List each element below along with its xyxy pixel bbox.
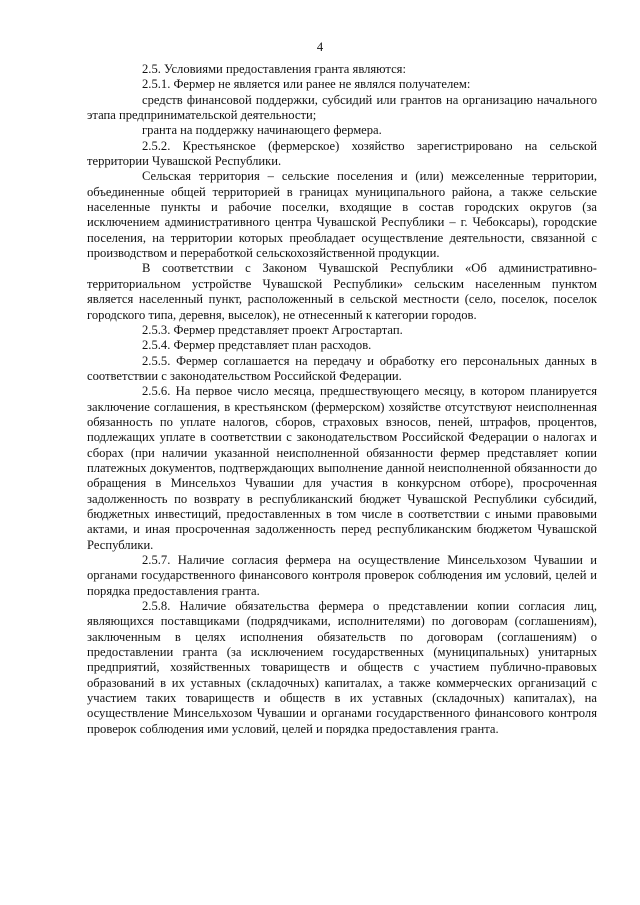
paragraph-2-5: 2.5. Условиями предоставления гранта являются: <box>142 62 406 76</box>
paragraph-rural-settlement-law: В соответствии с Законом Чувашской Республики «Об административно-территориальном устройстве Чувашской Республики» сельским населенным пунктом является населенный пункт, расположенный в сельской местности (село, поселок, поселок городского типа, деревня, выселок), не отнесенный к категории городов. <box>87 261 597 322</box>
document-body <box>87 62 597 737</box>
paragraph-rural-territory-definition: Сельская территория – сельские поселения и (или) межселенные территории, объединенные общей территорией в границах муниципального района, а также сельские населенные пункты и рабочие поселки, входящие в состав городских округов (за исключением административного центра Чувашской Республики – г. Чебоксары), городские поселения, на территории которых преобладает осуществление деятельности, связанной с производством и переработкой сельскохозяйственной продукции. <box>87 169 597 261</box>
paragraph-grant-beginner-farmer: гранта на поддержку начинающего фермера. <box>142 123 382 138</box>
paragraph-2-5-2: 2.5.2. Крестьянское (фермерское) хозяйство зарегистрировано на сельской территории Чувашской Республики. <box>87 138 597 169</box>
paragraph-financial-support: средств финансовой поддержки, субсидий или грантов на организацию начального этапа предпринимательской деятельности; <box>87 92 597 123</box>
paragraph-2-5-8: 2.5.8. Наличие обязательства фермера о представлении копии согласия лиц, являющихся поставщиками (подрядчиками, исполнителями) по договорам (соглашениям), заключенным в целях исполнения обязательств по договорам (соглашениям) о предоставлении гранта (за исключением государственных (муниципальных) унитарных предприятий, хозяйственных товариществ и обществ с участием публично-правовых образований в их уставных (складочных) капиталах, а также коммерческих организаций с участием таких товариществ и обществ в их уставных (складочных) капиталах), на осуществление Минсельхозом Чувашии и органами государственного финансового контроля проверок соблюдения ими условий, целей и порядка предоставления гранта. <box>87 599 597 736</box>
paragraph-2-5-1: 2.5.1. Фермер не является или ранее не являлся получателем: <box>142 77 471 92</box>
paragraph-2-5-3: 2.5.3. Фермер представляет проект Агростартап. <box>142 322 403 337</box>
paragraph-2-5-7: 2.5.7. Наличие согласия фермера на осуществление Минсельхозом Чувашии и органами государственного финансового контроля проверок соблюдения им условий, целей и порядка предоставления гранта. <box>87 553 597 598</box>
paragraph-2-5-6: 2.5.6. На первое число месяца, предшествующего месяцу, в котором планируется заключение соглашения, в крестьянском (фермерском) хозяйстве отсутствуют неисполненная обязанность по уплате налогов, сборов, страховых взносов, пеней, штрафов, процентов, подлежащих уплате в соответствии с законодательством Российской Федерации о налогах и сборах (при наличии указанной неисполненной обязанности фермер представляет копии платежных документов, подтверждающих выполнение данной неисполненной обязанности до обращения в Минсельхоз Чувашии для участия в конкурсном отборе), просроченная задолженность по возврату в республиканский бюджет Чувашской Республики субсидий, бюджетных инвестиций, предоставленных в том числе в соответствии с иными правовыми актами, и иная просроченная задолженность перед республиканским бюджетом Чувашской Республики. <box>87 384 597 552</box>
paragraph-2-5-4: 2.5.4. Фермер представляет план расходов. <box>142 338 372 353</box>
paragraph-2-5-5: 2.5.5. Фермер соглашается на передачу и обработку его персональных данных в соответствии с законодательством Российской Федерации. <box>87 353 597 383</box>
page-number: 4 <box>316 40 324 54</box>
